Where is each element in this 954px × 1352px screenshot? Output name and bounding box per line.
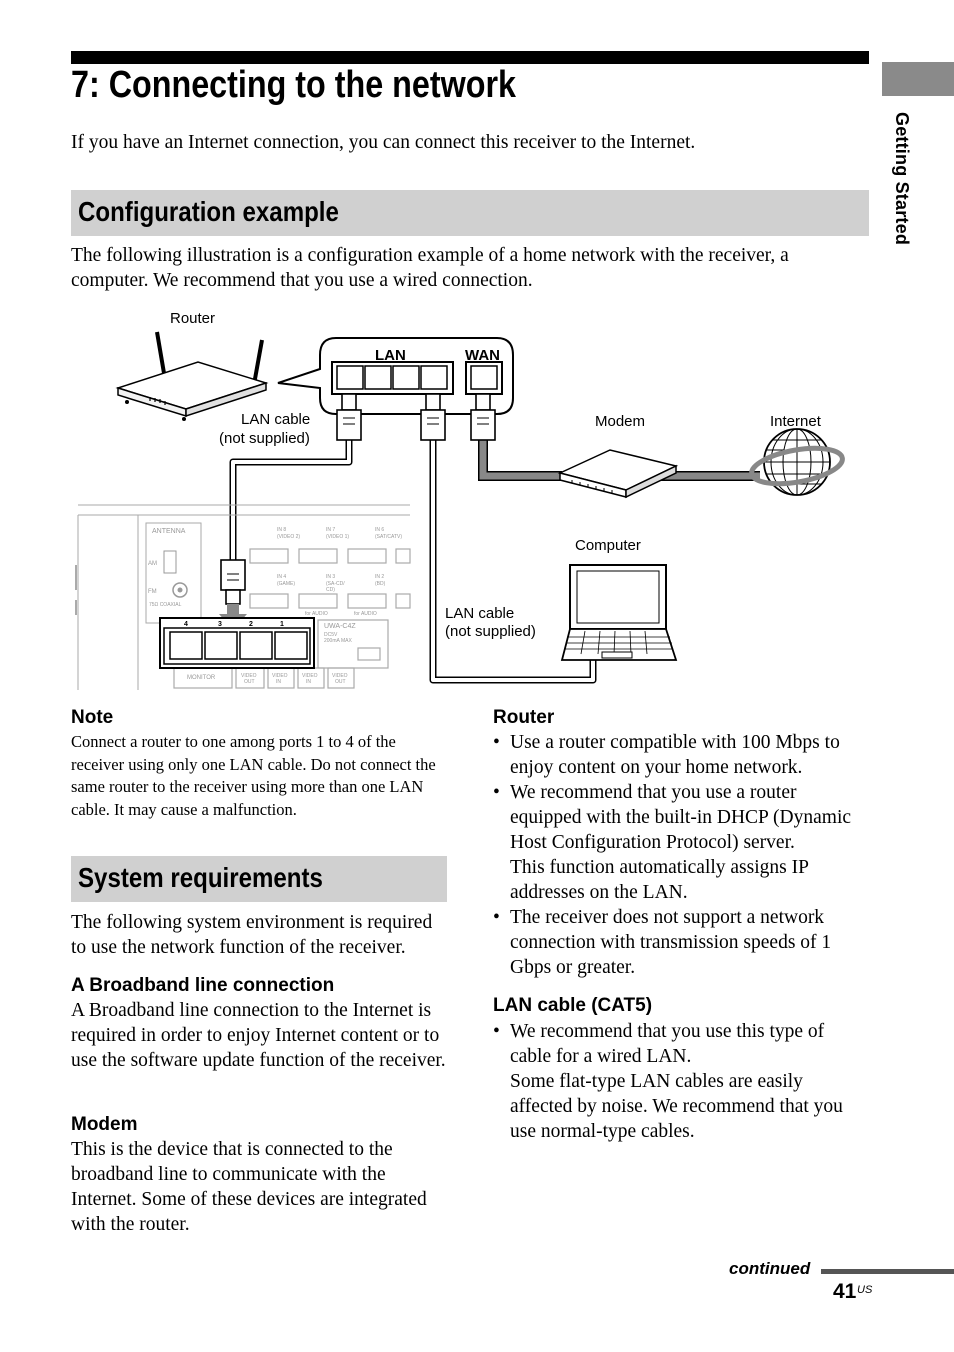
lan-cable-label-2: LAN cable — [445, 605, 515, 622]
modem-label: Modem — [595, 413, 646, 430]
svg-text:OUT: OUT — [244, 679, 255, 685]
svg-text:3: 3 — [218, 621, 222, 628]
config-text: The following illustration is a configuration example of a home network with the receiver, a computer. We recommend that you use a wired connection. — [71, 245, 789, 291]
router-heading: Router — [493, 707, 555, 728]
svg-text:FM: FM — [148, 589, 157, 595]
svg-text:75Ω COAXIAL: 75Ω COAXIAL — [149, 602, 182, 608]
svg-text:(SAT/CATV): (SAT/CATV) — [375, 534, 403, 540]
svg-text:ANTENNA: ANTENNA — [152, 528, 186, 535]
svg-text:(VIDEO 1): (VIDEO 1) — [326, 534, 350, 540]
broadband-heading: A Broadband line connection — [71, 975, 335, 996]
svg-text:DC5V: DC5V — [324, 632, 338, 638]
svg-text:IN 4: IN 4 — [277, 574, 287, 580]
lan-cable-label-1: LAN cable — [241, 411, 311, 428]
title-rule — [71, 51, 869, 64]
page-title: 7: Connecting to the network — [71, 64, 517, 106]
intro-text: If you have an Internet connection, you can connect this receiver to the Internet. — [71, 132, 696, 153]
receiver-rear-panel — [76, 505, 410, 690]
note-text: Connect a router to one among ports 1 to 4 of the receiver using only one LAN cable. Do not connect the same router to the receiver using more than one LAN cable. It may cause a malfunction. — [71, 732, 436, 819]
svg-text:OUT: OUT — [335, 679, 346, 685]
svg-text:CD): CD) — [326, 587, 335, 593]
section-header-sysreq — [71, 856, 447, 902]
svg-text:2: 2 — [249, 621, 253, 628]
router-icon — [118, 332, 266, 421]
router-label: Router — [170, 310, 216, 327]
svg-text:1: 1 — [280, 621, 284, 628]
list-item: • We recommend that you use this type of cable for a wired LAN. Some flat-type LAN cables are easily affected by noise. We recommend that you use normal-type cables. — [493, 1019, 863, 1144]
computer-laptop-icon — [562, 565, 676, 660]
svg-text:VIDEO: VIDEO — [332, 673, 348, 679]
svg-text:for AUDIO: for AUDIO — [354, 611, 377, 617]
network-diagram — [0, 300, 870, 695]
lan-cable-heading: LAN cable (CAT5) — [493, 995, 653, 1016]
svg-text:(BD): (BD) — [375, 581, 386, 587]
continued-label: continued — [729, 1259, 811, 1278]
svg-text:IN 8: IN 8 — [277, 527, 287, 533]
continued-rule — [821, 1269, 954, 1274]
svg-text:MONITOR: MONITOR — [187, 675, 216, 681]
list-item: • We recommend that you use a router equipped with the built-in DHCP (Dynamic Host Configuration Protocol) server. This function automatically assigns IP addresses on the LAN. — [493, 780, 871, 905]
internet-label: Internet — [770, 413, 821, 430]
router-bullets — [493, 730, 871, 980]
sysreq-heading: System requirements — [78, 862, 323, 893]
note-heading: Note — [71, 707, 114, 728]
svg-text:VIDEO: VIDEO — [241, 673, 257, 679]
svg-text:UWA-C4Z: UWA-C4Z — [324, 623, 356, 630]
svg-text:IN 6: IN 6 — [375, 527, 385, 533]
svg-text:(SA-CD/: (SA-CD/ — [326, 581, 345, 587]
svg-text:(VIDEO 2): (VIDEO 2) — [277, 534, 301, 540]
router-lan-ports — [332, 362, 453, 394]
svg-text:AM: AM — [148, 561, 157, 567]
svg-text:IN: IN — [276, 679, 281, 685]
section-tab-marker — [882, 62, 954, 96]
list-item: • The receiver does not support a network connection with transmission speeds of 1 Gbps or greater. — [493, 905, 871, 980]
lan-port-label: LAN — [375, 347, 406, 364]
section-header-config — [71, 190, 869, 236]
sysreq-intro: The following system environment is required to use the network function of the receiver. — [71, 912, 433, 958]
section-tab-label: Getting Started — [892, 112, 912, 246]
modem-icon — [560, 450, 676, 497]
svg-text:IN 3: IN 3 — [326, 574, 336, 580]
page-region-suffix: US — [857, 1284, 873, 1296]
modem-heading: Modem — [71, 1114, 138, 1135]
svg-text:IN 7: IN 7 — [326, 527, 336, 533]
svg-text:for AUDIO: for AUDIO — [305, 611, 328, 617]
svg-text:IN 2: IN 2 — [375, 574, 385, 580]
svg-text:VIDEO: VIDEO — [272, 673, 288, 679]
computer-label: Computer — [575, 537, 641, 554]
internet-globe-icon — [749, 429, 845, 495]
svg-text:VIDEO: VIDEO — [302, 673, 318, 679]
not-supplied-label-1: (not supplied) — [219, 430, 310, 447]
wan-port-label: WAN — [465, 347, 500, 364]
not-supplied-label-2: (not supplied) — [445, 623, 536, 640]
svg-text:(GAME): (GAME) — [277, 581, 296, 587]
config-heading: Configuration example — [78, 196, 339, 227]
lan-cable-bullets — [493, 1019, 863, 1144]
svg-text:4: 4 — [184, 621, 188, 628]
svg-text:IN: IN — [306, 679, 311, 685]
broadband-text: A Broadband line connection to the Internet is required in order to enjoy Internet content or to use the software update function of the receiver. — [71, 1000, 446, 1071]
modem-text: This is the device that is connected to the broadband line to communicate with the Internet. Some of these devices are integrated with the router. — [71, 1139, 427, 1235]
svg-text:200mA MAX: 200mA MAX — [324, 638, 352, 644]
list-item: • Use a router compatible with 100 Mbps to enjoy content on your home network. — [493, 730, 871, 780]
page-number: 41 — [833, 1280, 857, 1303]
router-wan-port — [466, 362, 502, 394]
